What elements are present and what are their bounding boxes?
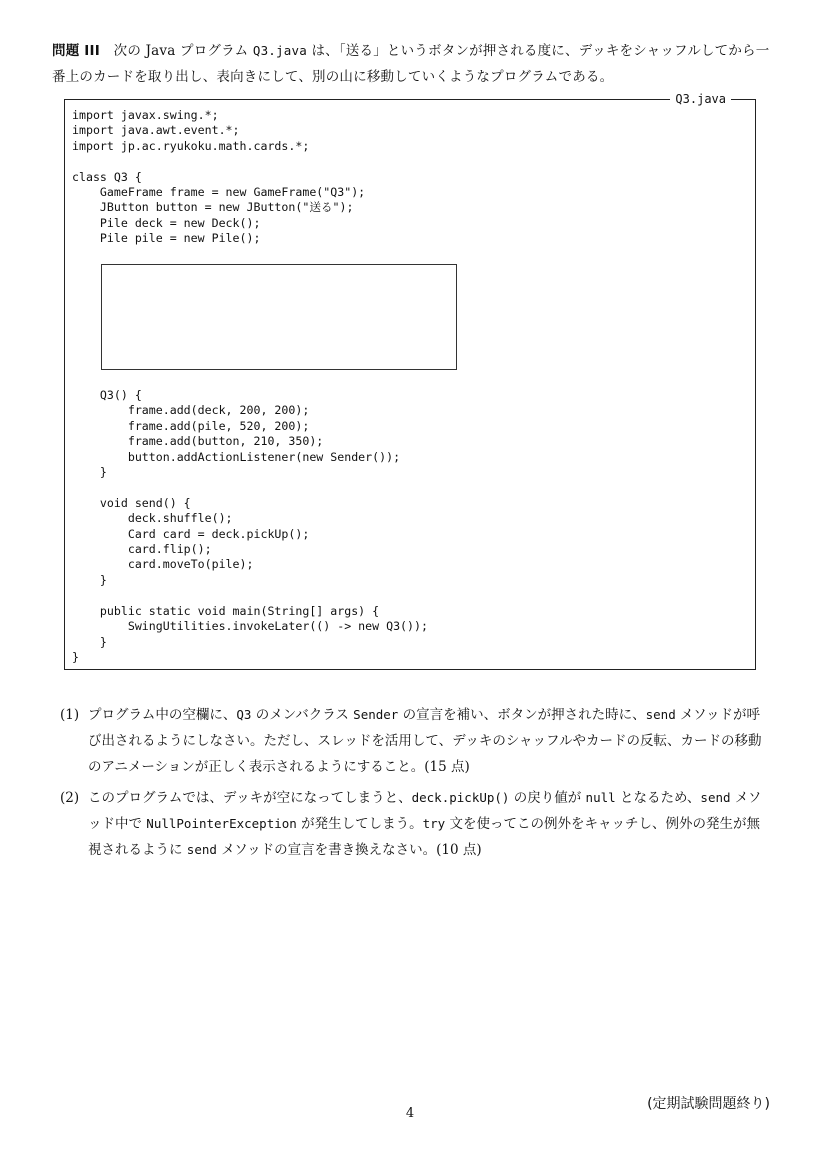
problem-label: 問題 III: [52, 43, 100, 59]
question-2: [60, 785, 772, 863]
question-number: (1): [60, 707, 80, 723]
answer-blank-box: [101, 264, 457, 370]
code-upper-block: import javax.swing.*; import java.awt.event.*; import jp.ac.ryukoku.math.cards.*; class Q3 { GameFrame frame = new GameFrame("Q3"); JButton button = new JButton("送る"); Pile deck = new Deck(); Pile pile = new Pile();: [72, 108, 366, 246]
question-text: プログラム中の空欄に、Q3 のメンバクラス Sender の宣言を補い、ボタンが押された時に、send メソッドが呼び出されるようにしなさい。ただし、スレッドを活用して、デッキのシャッフルやカードの反転、カードの移動のアニメーションが正しく表示されるようにすること。(15 点): [88, 707, 762, 775]
code-filename-label: Q3.java: [670, 91, 731, 107]
page-number: 4: [405, 1106, 415, 1121]
intro-text-2: は、「送る」というボタンが押される度に、デッキをシャッフルしてから一番上のカードを取り出し、表向きにして、別の山に移動していくようなプログラムである。: [52, 43, 770, 85]
intro-filename: Q3.java: [252, 43, 307, 58]
exam-end-note: (定期試験問題終り): [647, 1096, 770, 1112]
question-number: (2): [60, 790, 80, 806]
code-listing-box: [64, 92, 756, 670]
question-text: このプログラムでは、デッキが空になってしまうと、deck.pickUp() の戻り値が null となるため、send メソッド中で NullPointerException が発生してしまう。try 文を使ってこの例外をキャッチし、例外の発生が無視されるように send メソッドの宣言を書き換えなさい。(10 点): [88, 790, 762, 858]
code-lower-block: Q3() { frame.add(deck, 200, 200); frame.add(pile, 520, 200); frame.add(button, 210, 350); button.addActionListener(new Sender()); } void send() { deck.shuffle(); Card card = deck.pickUp(); card.flip(); card.moveTo(pile); } public static void main(String[] args) { SwingUtilities.invokeLater(() -> new Q3()); } }: [72, 388, 428, 664]
question-1: [60, 702, 772, 780]
problem-intro: [52, 38, 774, 90]
intro-text: 次の Java プログラム: [113, 43, 253, 59]
